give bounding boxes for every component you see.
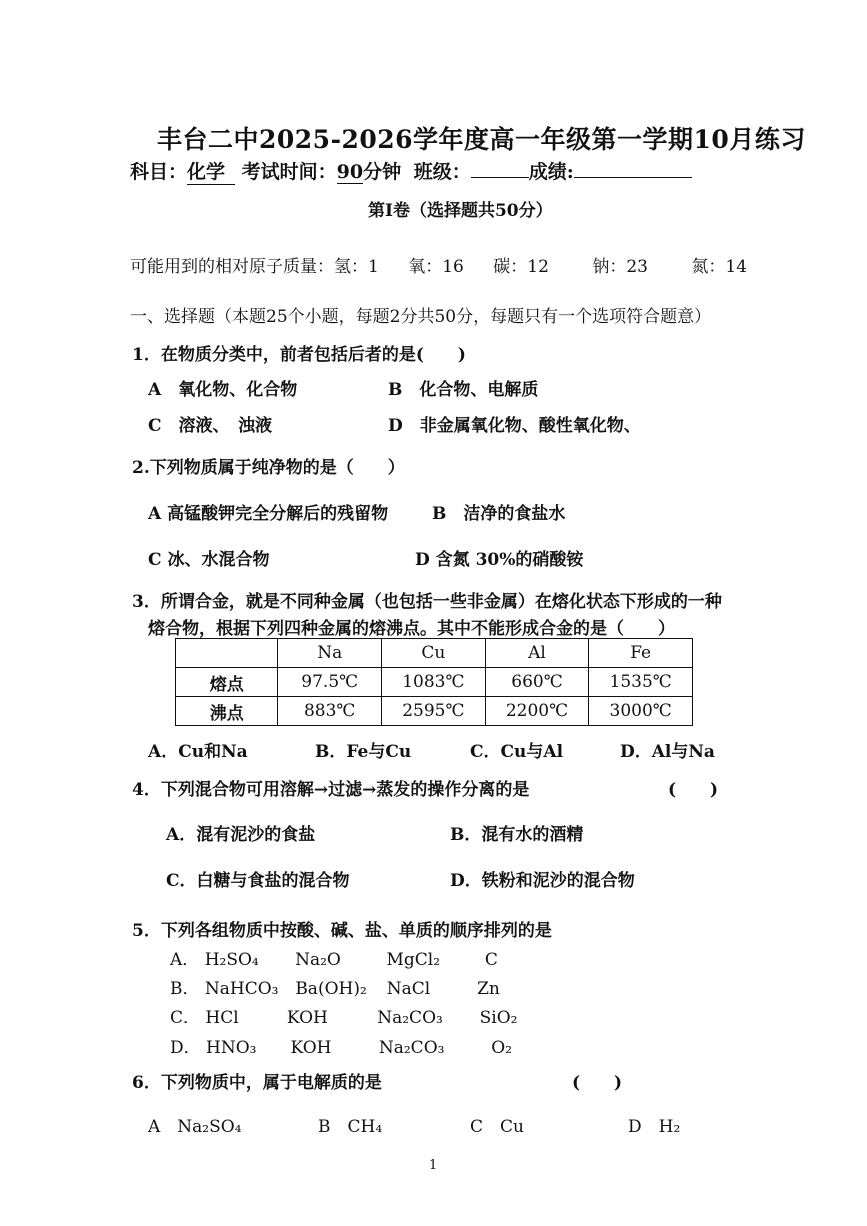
q4-option-c: C．白糖与食盐的混合物 — [166, 871, 350, 891]
table-cell: 2200℃ — [485, 697, 589, 726]
table-cell: Al — [485, 639, 589, 668]
q6-option-d: D H₂ — [628, 1117, 681, 1137]
q2-option-a: A 高锰酸钾完全分解后的残留物 — [148, 504, 389, 524]
part-heading: 一、选择题（本题25个小题，每题2分共50分，每题只有一个选项符合题意） — [130, 307, 712, 327]
mass-n: 氮：14 — [691, 257, 748, 277]
q6-bracket: ( ) — [572, 1073, 623, 1093]
exam-info-line — [130, 157, 692, 185]
section-heading: 第Ⅰ卷（选择题共50分） — [368, 201, 553, 221]
q2-option-c: C 冰、水混合物 — [148, 550, 270, 570]
formula: SiO₂ — [479, 1008, 518, 1028]
q5-option-c — [170, 1003, 517, 1028]
q2-stem: 2.下列物质属于纯净物的是（ ） — [132, 458, 405, 478]
table-cell: 熔点 — [176, 668, 278, 697]
formula: Zn — [477, 979, 500, 999]
table-cell: Na — [278, 639, 382, 668]
table-cell: 1083℃ — [382, 668, 486, 697]
table-cell: 883℃ — [278, 697, 382, 726]
formula: Na₂O — [295, 950, 341, 970]
q5-option-b — [170, 974, 500, 999]
q1-option-c: C 溶液、 浊液 — [148, 416, 273, 436]
table-cell: 660℃ — [485, 668, 589, 697]
q4-bracket: ( ) — [668, 780, 719, 800]
formula: O₂ — [491, 1038, 513, 1058]
formula: HNO₃ — [206, 1038, 257, 1058]
q2-option-d: D 含氮 30%的硝酸铵 — [415, 550, 584, 570]
q1-option-b: B 化合物、电解质 — [388, 380, 539, 400]
mass-na: 钠：23 — [592, 257, 648, 277]
q3-option-a: A．Cu和Na — [148, 742, 248, 762]
formula: HCl — [205, 1008, 239, 1028]
q3-option-d: D．Al与Na — [620, 742, 715, 762]
melting-boiling-table — [175, 638, 693, 726]
page-number: 1 — [429, 1158, 438, 1173]
formula: H₂SO₄ — [204, 950, 259, 970]
option-label: B． — [170, 979, 200, 999]
q2-option-b: B 洁净的食盐水 — [432, 504, 566, 524]
formula: NaHCO₃ — [204, 979, 279, 999]
formula: NaCl — [386, 979, 431, 999]
formula: KOH — [290, 1038, 332, 1058]
q4-stem: 4．下列混合物可用溶解→过滤→蒸发的操作分离的是 — [132, 780, 530, 800]
q5-stem: 5．下列各组物质中按酸、碱、盐、单质的顺序排列的是 — [132, 921, 552, 941]
q4-option-d: D．铁粉和泥沙的混合物 — [450, 871, 635, 891]
atomic-masses — [130, 252, 747, 277]
page-title: 丰台二中2025-2026学年度高一年级第一学期10月练习 — [157, 125, 806, 154]
time-label: 考试时间： — [241, 161, 337, 183]
table-row — [176, 668, 693, 697]
option-label: D． — [170, 1038, 201, 1058]
subject-label: 科目： — [130, 161, 188, 183]
q1-option-d: D 非金属氧化物、酸性氧化物、 — [388, 416, 641, 436]
class-label: 班级： — [413, 161, 471, 183]
table-row — [176, 697, 693, 726]
time-unit: 分钟 — [363, 161, 402, 183]
formula: Na₂CO₃ — [377, 1008, 443, 1028]
time-value: 90 — [336, 161, 364, 183]
formula: C — [484, 950, 498, 970]
q6-stem: 6．下列物质中，属于电解质的是 — [132, 1073, 382, 1093]
formula: MgCl₂ — [386, 950, 441, 970]
mass-h: 可能用到的相对原子质量：氢：1 — [130, 257, 379, 277]
table-cell: 97.5℃ — [278, 668, 382, 697]
option-label: C． — [170, 1008, 201, 1028]
q4-option-a: A．混有泥沙的食盐 — [166, 825, 316, 845]
q3-stem-line2: 熔合物，根据下列四种金属的熔沸点。其中不能形成合金的是（ ） — [148, 619, 675, 639]
q6-option-b: B CH₄ — [318, 1117, 383, 1137]
q4-option-b: B．混有水的酒精 — [450, 825, 584, 845]
q5-option-a — [170, 945, 498, 970]
table-cell: 沸点 — [176, 697, 278, 726]
mass-c: 碳：12 — [493, 257, 549, 277]
formula: Na₂CO₃ — [378, 1038, 445, 1058]
table-cell: Cu — [382, 639, 486, 668]
option-label: A． — [170, 950, 200, 970]
class-blank — [471, 177, 529, 178]
table-cell: Fe — [589, 639, 693, 668]
table-cell: 3000℃ — [589, 697, 693, 726]
table-cell: 2595℃ — [382, 697, 486, 726]
score-blank — [574, 177, 692, 178]
q3-stem-line1: 3．所谓合金，就是不同种金属（也包括一些非金属）在熔化状态下形成的一种 — [132, 592, 722, 612]
formula: KOH — [286, 1008, 328, 1028]
q5-option-d — [170, 1033, 512, 1058]
q3-option-b: B．Fe与Cu — [315, 742, 412, 762]
formula: Ba(OH)₂ — [295, 979, 367, 999]
q3-option-c: C．Cu与Al — [470, 742, 564, 762]
q6-option-a: A Na₂SO₄ — [148, 1117, 242, 1137]
q1-option-a: A 氧化物、化合物 — [148, 380, 298, 400]
table-cell — [176, 639, 278, 668]
mass-o: 氧：16 — [408, 257, 464, 277]
q6-option-c: C Cu — [470, 1117, 524, 1137]
q1-stem: 1．在物质分类中，前者包括后者的是( ) — [132, 345, 466, 365]
subject-value: 化学 — [187, 157, 235, 185]
score-label: 成绩: — [528, 161, 574, 183]
table-cell: 1535℃ — [589, 668, 693, 697]
table-header-row — [176, 639, 693, 668]
